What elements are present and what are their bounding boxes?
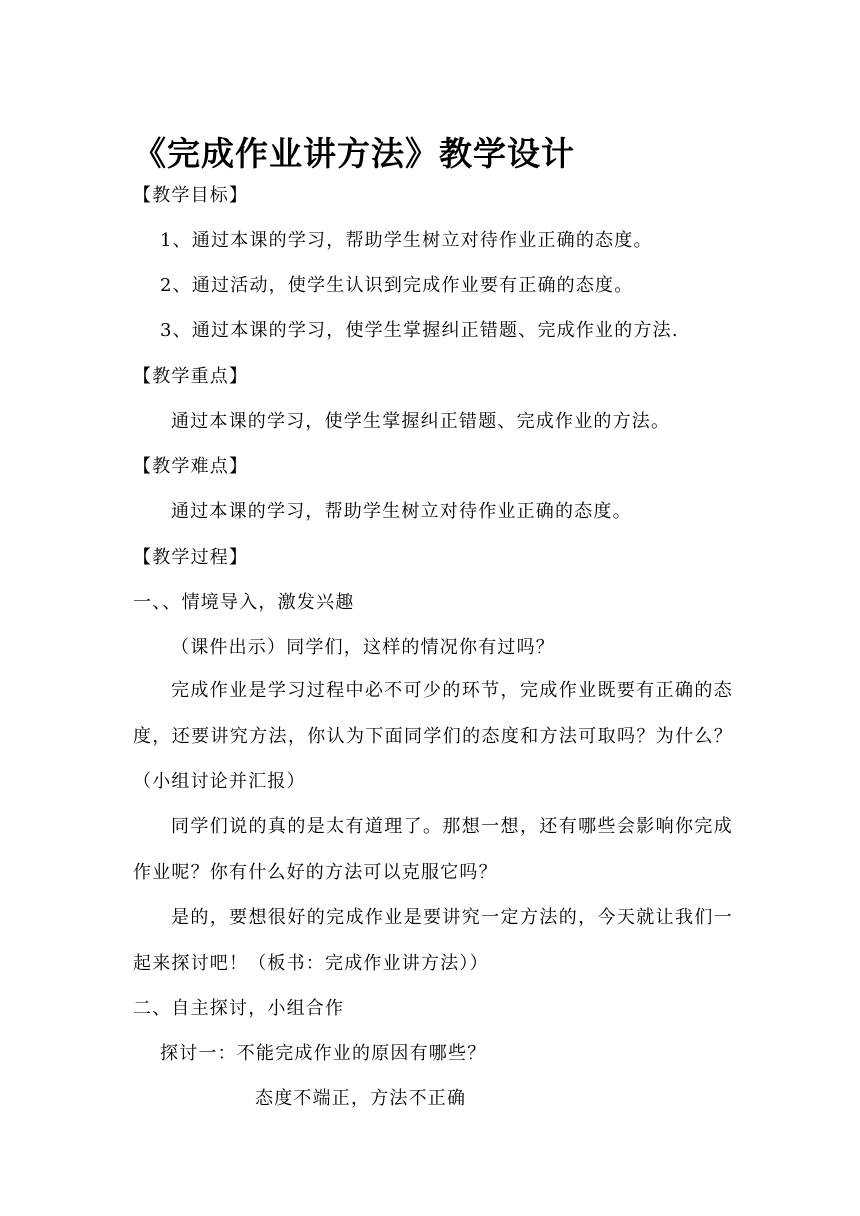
part1-paragraph-2: 同学们说的真的是太有道理了。那想一想，还有哪些会影响你完成作业呢？你有什么好的方法可以克服它吗？ xyxy=(133,816,733,883)
document-title: 《完成作业讲方法》教学设计 xyxy=(133,134,575,173)
difficulties-text: 通过本课的学习，帮助学生树立对待作业正确的态度。 xyxy=(171,501,632,522)
part1-paragraph-1: 完成作业是学习过程中必不可少的环节，完成作业既要有正确的态度，还要讲究方法，你认为下面同学们的态度和方法可取吗？为什么？（小组讨论并汇报） xyxy=(133,680,733,792)
part1-courseware-line: （课件出示）同学们，这样的情况你有过吗？ xyxy=(171,637,555,658)
objective-item-3: 3、通过本课的学习，使学生掌握纠正错题、完成作业的方法. xyxy=(160,320,679,341)
key-points-heading: 【教学重点】 xyxy=(133,366,249,387)
objective-item-1: 1、通过本课的学习，帮助学生树立对待作业正确的态度。 xyxy=(160,230,653,251)
discussion-1-question: 探讨一：不能完成作业的原因有哪些？ xyxy=(160,1043,487,1064)
part1-heading: 一、、情境导入，激发兴趣 xyxy=(133,592,355,613)
objective-item-2: 2、通过活动，使学生认识到完成作业要有正确的态度。 xyxy=(160,275,634,296)
objectives-heading: 【教学目标】 xyxy=(133,185,249,206)
process-heading: 【教学过程】 xyxy=(133,547,249,568)
part1-paragraph-3: 是的，要想很好的完成作业是要讲究一定方法的，今天就让我们一起来探讨吧！（板书：完成作业讲方法）） xyxy=(133,907,733,974)
part2-heading: 二、自主探讨，小组合作 xyxy=(133,998,345,1019)
discussion-1-answer: 态度不端正，方法不正确 xyxy=(255,1088,467,1109)
key-points-text: 通过本课的学习，使学生掌握纠正错题、完成作业的方法。 xyxy=(171,411,671,432)
difficulties-heading: 【教学难点】 xyxy=(133,456,249,477)
